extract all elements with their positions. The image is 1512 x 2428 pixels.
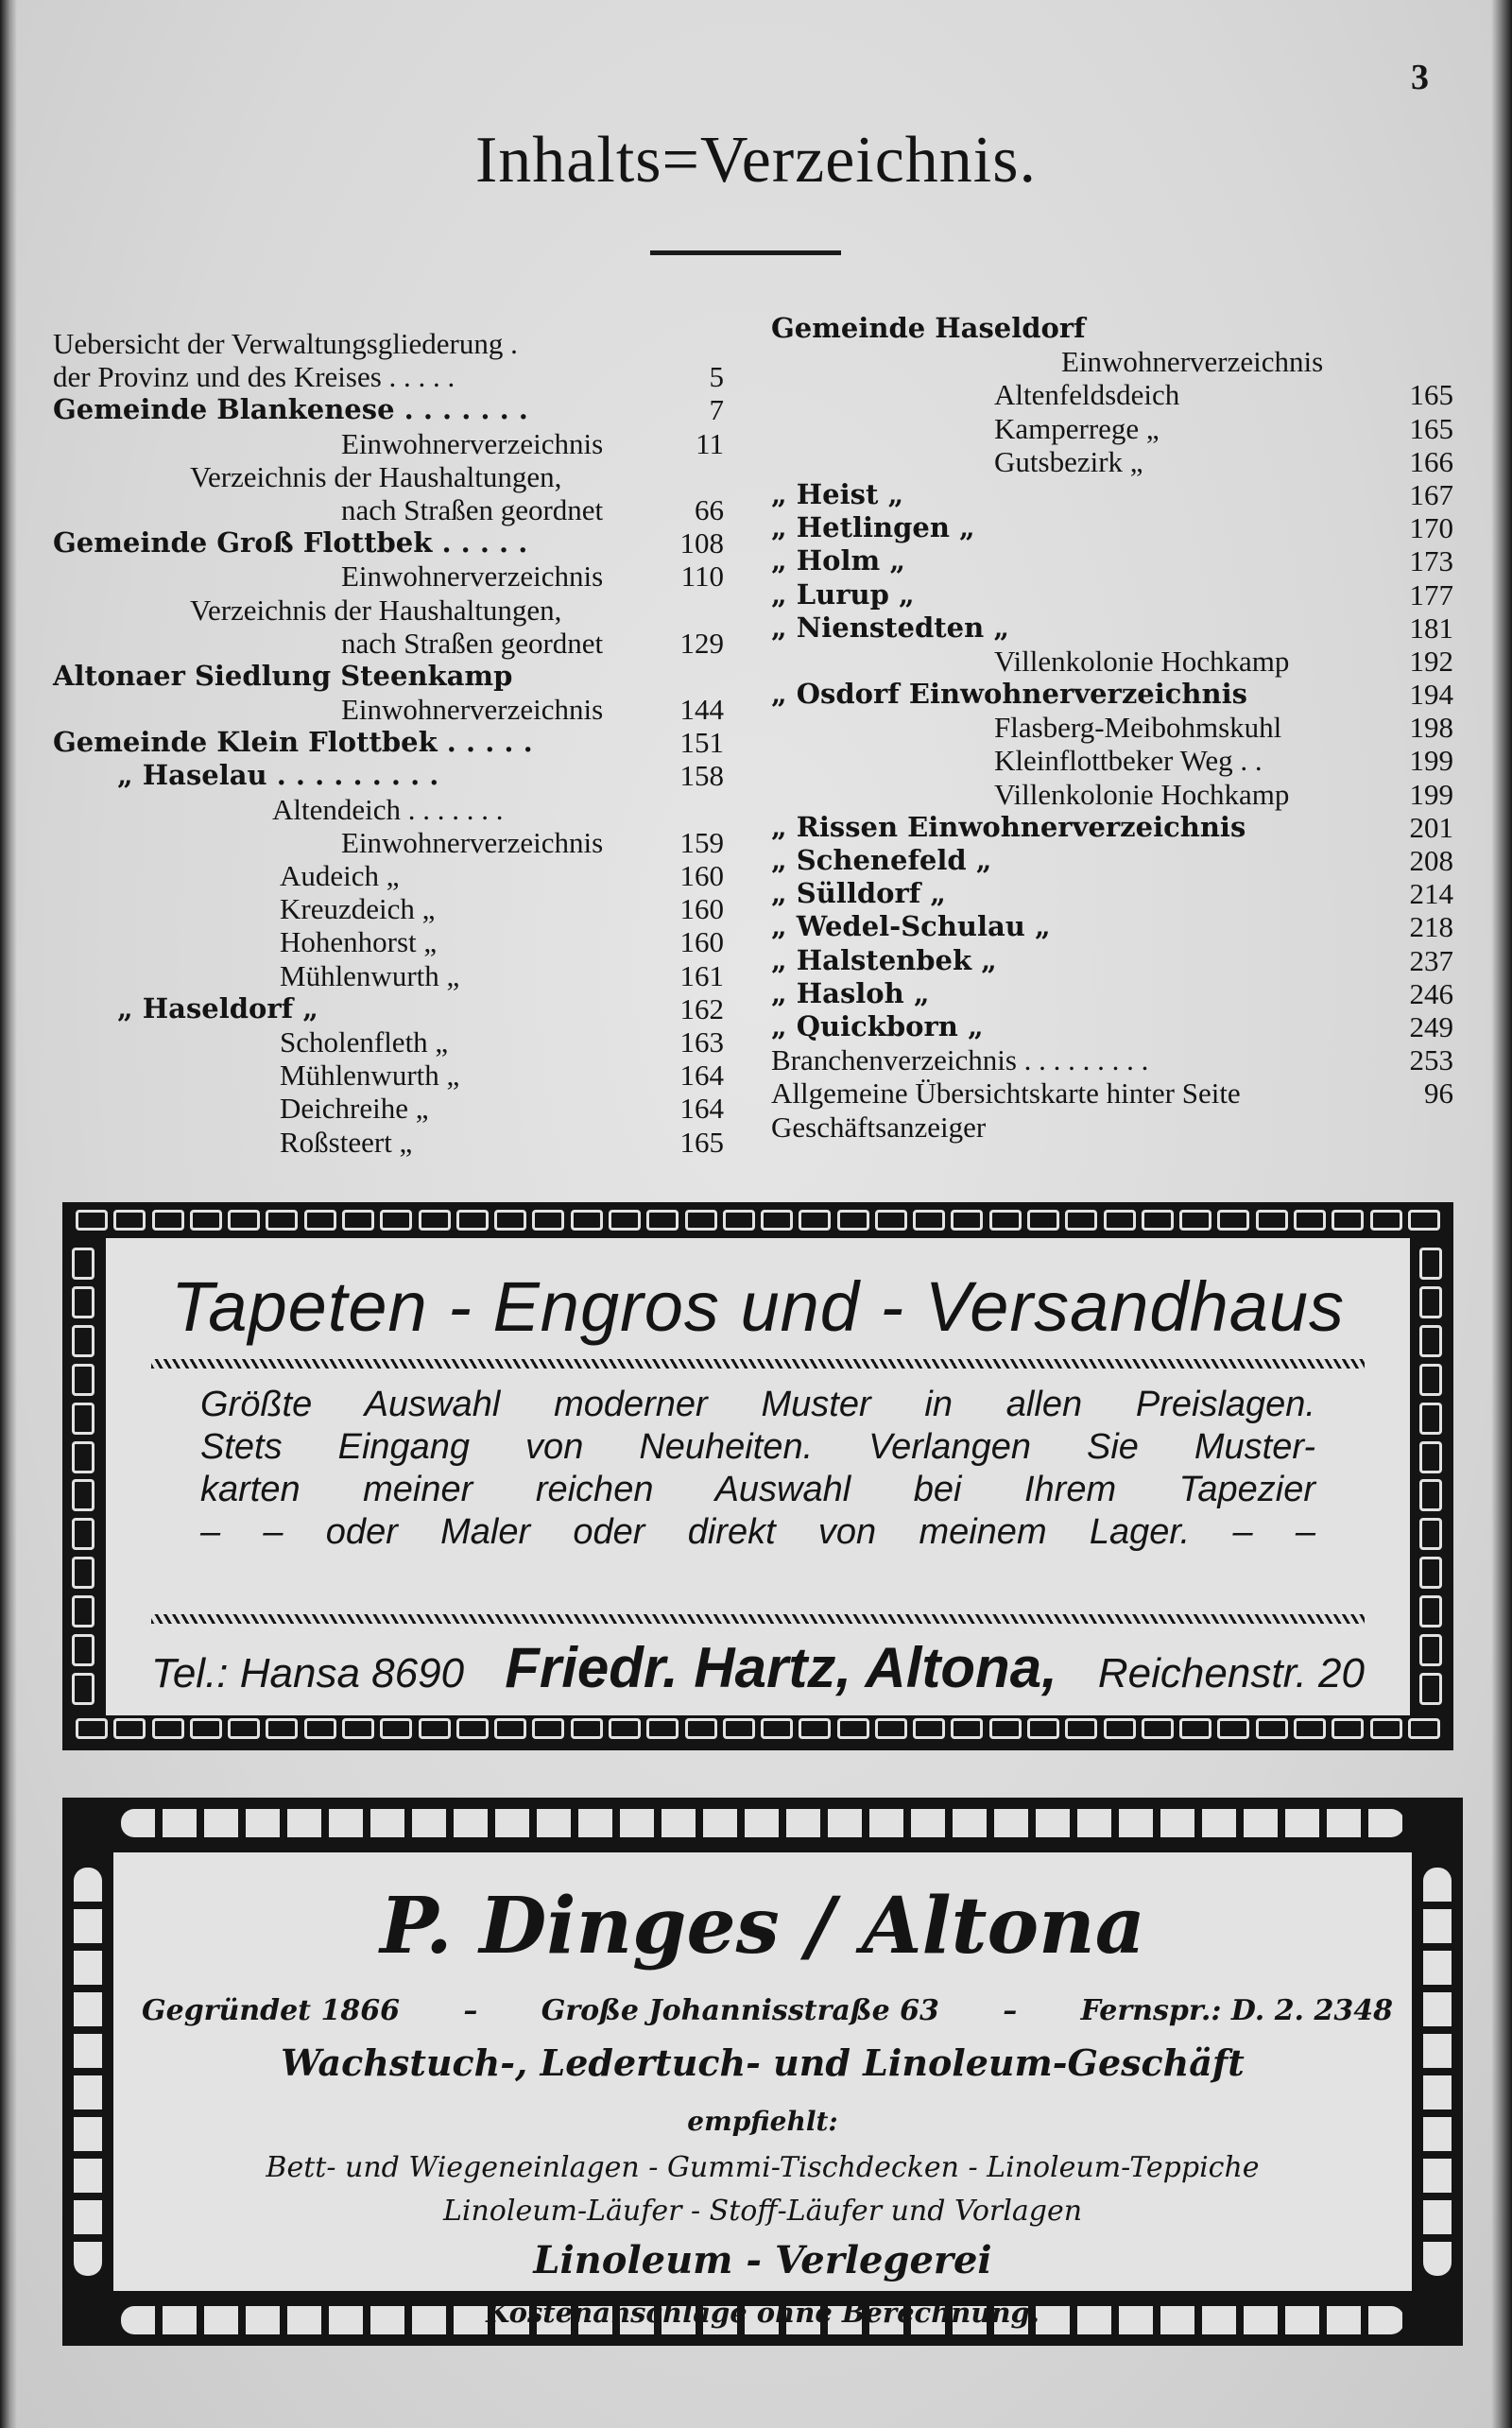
ad-dinges-info-line — [142, 1994, 1393, 2027]
toc-entry-page: 158 — [679, 759, 724, 793]
ornament-cell — [72, 1479, 94, 1511]
ad-tapeten-line: Größte Auswahl moderner Muster in allen Preislagen. — [200, 1385, 1315, 1424]
ornament-cell — [1408, 1210, 1440, 1231]
toc-entry — [771, 811, 1453, 844]
ornament-cell — [342, 1718, 374, 1739]
toc-entry-label: Gutsbezirk „ — [994, 444, 1143, 478]
toc-entry — [771, 1076, 1453, 1110]
toc-entry — [53, 627, 724, 660]
toc-entry-label: Roßsteert „ — [280, 1125, 413, 1159]
toc-entry — [53, 992, 724, 1025]
toc-entry-label: „ Hetlingen „ — [771, 511, 975, 544]
toc-entry — [53, 1126, 724, 1159]
ornament-cell — [152, 1210, 184, 1231]
toc-entry — [771, 611, 1453, 645]
toc-entry-label: Kleinflottbeker Weg . . — [994, 744, 1263, 778]
ornament-cell — [875, 1210, 907, 1231]
ornament-cell — [152, 1718, 184, 1739]
toc-entry-page: 198 — [1409, 711, 1453, 745]
toc-entry-label: Gemeinde Blankenese . . . . . . . — [53, 393, 528, 426]
ornament-cell — [989, 1210, 1022, 1231]
page-number: 3 — [1411, 58, 1429, 97]
ornament-cell — [1217, 1718, 1249, 1739]
toc-entry — [53, 726, 724, 759]
toc-entry — [53, 693, 724, 726]
toc-left-column — [53, 327, 724, 1159]
toc-entry-page: 165 — [1409, 378, 1453, 412]
ad-dinges-phone: Fernspr.: D. 2. 2348 — [1080, 1994, 1393, 2027]
toc-entry-page: 160 — [679, 859, 724, 892]
ornament-cell — [1419, 1595, 1442, 1627]
ornament-cell — [76, 1210, 108, 1231]
ornament-cell — [380, 1210, 412, 1231]
toc-entry — [53, 793, 724, 826]
ornament-cell — [1294, 1718, 1326, 1739]
toc-entry-page: 170 — [1409, 511, 1453, 545]
toc-entry-label: Einwohnerverzeichnis — [1061, 345, 1324, 379]
toc-entry — [53, 660, 724, 693]
ad-dinges-title: P. Dinges / Altona — [380, 1881, 1145, 1972]
ornament-cell — [72, 1325, 94, 1357]
ornament-cell — [1027, 1718, 1059, 1739]
ornament-cell — [266, 1718, 298, 1739]
toc-entry-label: Gemeinde Haseldorf — [771, 312, 1086, 344]
toc-entry-label: „ Halstenbek „ — [771, 943, 997, 976]
toc-entry — [771, 578, 1453, 611]
ad-dinges-business: Wachstuch-, Ledertuch- und Linoleum-Geschäft — [281, 2041, 1245, 2084]
toc-entry-label: „ Quickborn „ — [771, 1009, 984, 1042]
toc-entry — [53, 859, 724, 892]
ornament-cell — [190, 1718, 222, 1739]
toc-entry — [771, 544, 1453, 577]
ornament-cell — [609, 1210, 641, 1231]
ornament-cell — [989, 1718, 1022, 1739]
toc-entry — [53, 560, 724, 593]
toc-entry-label: „ Sülldorf „ — [771, 877, 946, 910]
toc-entry-label: Villenkolonie Hochkamp — [994, 644, 1290, 678]
toc-entry-label: nach Straßen geordnet — [341, 626, 604, 660]
ornament-cell — [1256, 1210, 1288, 1231]
ornament-cell — [723, 1718, 755, 1739]
ornament-cell — [342, 1210, 374, 1231]
ornament-cell — [72, 1557, 94, 1589]
toc-entry — [53, 759, 724, 792]
toc-entry — [53, 493, 724, 526]
toc-entry-label: „ Schenefeld „ — [771, 844, 992, 876]
toc-entry — [771, 378, 1453, 411]
ad-dinges-service: Linoleum - Verlegerei — [533, 2238, 992, 2282]
ad-dinges-products: Bett- und Wiegeneinlagen - Gummi-Tischdecken - Linoleum-Teppiche — [266, 2151, 1260, 2184]
ornament-cell — [72, 1364, 94, 1396]
toc-entry-page: 165 — [679, 1125, 724, 1159]
ornament-cell — [1104, 1210, 1136, 1231]
toc-entry-label: Flasberg-Meibohmskuhl — [994, 711, 1282, 745]
toc-entry — [771, 445, 1453, 478]
toc-entry — [771, 645, 1453, 678]
ornament-cell — [113, 1210, 146, 1231]
toc-entry — [771, 1010, 1453, 1043]
toc-entry — [771, 977, 1453, 1010]
ornament-cell — [1142, 1210, 1174, 1231]
ornament-cell — [1104, 1718, 1136, 1739]
ornament-cell — [646, 1210, 679, 1231]
toc-entry-page: 166 — [1409, 444, 1453, 478]
toc-entry-page: 173 — [1409, 544, 1453, 578]
toc-entry-page: 181 — [1409, 611, 1453, 645]
toc-entry-page: 162 — [679, 991, 724, 1025]
toc-entry — [771, 1111, 1453, 1144]
ad-dinges-note: Kostenanschläge ohne Berechnung. — [486, 2297, 1040, 2329]
toc-entry-label: Einwohnerverzeichnis — [341, 426, 604, 460]
ornament-cell — [761, 1718, 793, 1739]
toc-entry-page: 144 — [679, 693, 724, 727]
toc-entry-page: 164 — [679, 1059, 724, 1093]
ornament-cell — [456, 1718, 489, 1739]
ornament-cell — [913, 1718, 945, 1739]
ad-dinges-founded: Gegründet 1866 — [142, 1994, 400, 2027]
ornament-cell — [571, 1718, 603, 1739]
toc-entry-page: 192 — [1409, 644, 1453, 678]
toc-entry-label: Hohenhorst „ — [280, 925, 438, 959]
ornament-cell — [190, 1210, 222, 1231]
ornament-cell — [72, 1441, 94, 1473]
ornament-cell — [72, 1518, 94, 1550]
toc-entry-label: „ Heist „ — [771, 477, 904, 510]
ad-dinges — [113, 1849, 1412, 2329]
ad-dinges-products: Linoleum-Läufer - Stoff-Läufer und Vorlagen — [442, 2195, 1083, 2228]
toc-entry-page: 159 — [679, 825, 724, 859]
toc-entry-page: 201 — [1409, 810, 1453, 844]
toc-entry — [771, 511, 1453, 544]
ornament-cell — [1419, 1364, 1442, 1396]
toc-entry — [771, 312, 1453, 345]
ad-dinges-frame — [62, 1798, 1463, 2346]
toc-entry — [53, 1092, 724, 1125]
ornament-cell — [532, 1210, 564, 1231]
toc-entry-label: „ Rissen Einwohnerverzeichnis — [771, 810, 1246, 843]
toc-entry-page: 194 — [1409, 678, 1453, 712]
toc-entry — [771, 910, 1453, 943]
toc-entry — [771, 944, 1453, 977]
toc-entry — [53, 1025, 724, 1059]
toc-entry — [771, 744, 1453, 777]
ornament-cell — [1370, 1718, 1402, 1739]
toc-entry-label: „ Haselau . . . . . . . . . — [117, 759, 439, 792]
ornament-cell — [1217, 1210, 1249, 1231]
toc-entry — [53, 826, 724, 859]
ornament-cell — [875, 1718, 907, 1739]
toc-entry-page: 7 — [709, 393, 724, 427]
toc-entry-label: „ Haseldorf „ — [117, 991, 318, 1025]
toc-entry — [53, 360, 724, 393]
ornament-cell — [1142, 1718, 1174, 1739]
toc-entry-page: 167 — [1409, 477, 1453, 511]
ornament-cell — [799, 1210, 831, 1231]
toc-entry-page: 96 — [1424, 1076, 1453, 1111]
toc-entry-label: „ Hasloh „ — [771, 976, 930, 1009]
ornament-cell — [1179, 1210, 1211, 1231]
toc-entry — [53, 427, 724, 460]
toc-entry-page: 11 — [696, 426, 724, 460]
ornament-cell — [1419, 1673, 1442, 1705]
ornament-cell — [1419, 1286, 1442, 1318]
ornament-cell — [228, 1718, 260, 1739]
toc-entry — [53, 327, 724, 360]
ornament-cell — [1179, 1718, 1211, 1739]
ornament-cell — [494, 1718, 526, 1739]
toc-entry-page: 218 — [1409, 910, 1453, 944]
toc-entry-label: Allgemeine Übersichtskarte hinter Seite — [771, 1076, 1241, 1111]
ad-tapeten-line: Stets Eingang von Neuheiten. Verlangen Sie Muster- — [200, 1427, 1315, 1467]
toc-entry-label: Branchenverzeichnis . . . . . . . . . — [771, 1043, 1149, 1077]
toc-entry-label: Mühlenwurth „ — [280, 1059, 460, 1093]
toc-entry — [53, 959, 724, 992]
toc-entry-label: „ Osdorf Einwohnerverzeichnis — [771, 678, 1247, 711]
ornament-cell — [1419, 1634, 1442, 1666]
ornament-cell — [646, 1718, 679, 1739]
wavy-rule-top — [151, 1359, 1365, 1369]
toc-entry-page: 249 — [1409, 1009, 1453, 1043]
ornament-cell — [532, 1718, 564, 1739]
toc-entry-label: „ Holm „ — [771, 544, 905, 577]
toc-entry-page: 5 — [709, 360, 724, 394]
toc-entry — [771, 1043, 1453, 1076]
toc-entry-page: 177 — [1409, 577, 1453, 611]
ornament-cell — [76, 1718, 108, 1739]
toc-entry — [771, 678, 1453, 711]
ornament-cell — [837, 1718, 869, 1739]
toc-entry — [53, 393, 724, 426]
ad-tapeten-firm: Friedr. Hartz, Altona, — [505, 1636, 1057, 1699]
ad-tapeten-contact — [151, 1635, 1365, 1700]
toc-entry — [771, 877, 1453, 910]
toc-entry — [53, 1059, 724, 1092]
ornament-cell — [228, 1210, 260, 1231]
toc-entry-label: Gemeinde Groß Flottbek . . . . . — [53, 526, 528, 560]
toc-entry-label: Einwohnerverzeichnis — [341, 825, 604, 859]
toc-entry-page: 237 — [1409, 943, 1453, 977]
toc-entry-page: 199 — [1409, 777, 1453, 811]
ornament-cell — [1408, 1718, 1440, 1739]
ornament-cell — [1332, 1718, 1364, 1739]
ornament-cell — [419, 1210, 451, 1231]
toc-entry-label: Altenfeldsdeich — [994, 378, 1180, 412]
ad-dinges-border-right — [1412, 1849, 1463, 2295]
ad-dinges-recommends: empfiehlt: — [687, 2106, 838, 2137]
toc-entry-page: 164 — [679, 1092, 724, 1126]
ornament-cell — [456, 1210, 489, 1231]
ornament-cell — [72, 1248, 94, 1280]
ornament-cell — [304, 1718, 336, 1739]
ornament-cell — [494, 1210, 526, 1231]
ornament-cell — [1027, 1210, 1059, 1231]
toc-entry-label: der Provinz und des Kreises . . . . . — [53, 360, 455, 394]
toc-entry — [53, 892, 724, 925]
ad-tapeten-title: Tapeten - Engros und - Versandhaus — [170, 1267, 1346, 1346]
ornament-cell — [951, 1210, 983, 1231]
toc-entry — [771, 778, 1453, 811]
toc-entry-label: Einwohnerverzeichnis — [341, 693, 604, 727]
toc-entry-page: 160 — [679, 925, 724, 959]
toc-entry-label: „ Lurup „ — [771, 577, 915, 611]
ad-dinges-border-left — [62, 1849, 113, 2295]
wavy-rule-bottom — [151, 1614, 1365, 1624]
toc-entry-label: Einwohnerverzeichnis — [341, 560, 604, 594]
ornament-cell — [723, 1210, 755, 1231]
ornament-cell — [1419, 1557, 1442, 1589]
toc-entry-label: Altendeich . . . . . . . — [272, 792, 504, 826]
ornament-cell — [72, 1595, 94, 1627]
toc-entry-label: Uebersicht der Verwaltungsgliederung . — [53, 327, 518, 360]
ad-tapeten-body — [200, 1384, 1315, 1554]
toc-entry — [771, 711, 1453, 744]
ornament-cell — [1065, 1210, 1097, 1231]
toc-entry-page: 246 — [1409, 976, 1453, 1010]
ornament-cell — [1419, 1248, 1442, 1280]
toc-entry-page: 199 — [1409, 744, 1453, 778]
toc-entry-label: „ Wedel-Schulau „ — [771, 910, 1051, 943]
toc-entry — [53, 460, 724, 493]
ornament-cell — [1419, 1403, 1442, 1435]
ad-dinges-border-top — [62, 1798, 1463, 1849]
toc-entry-label: Altonaer Siedlung Steenkamp — [53, 659, 513, 692]
toc-entry — [53, 594, 724, 627]
toc-entry-page: 110 — [680, 560, 724, 594]
toc-entry — [771, 844, 1453, 877]
ornament-cell — [113, 1718, 146, 1739]
ornament-cell — [1370, 1210, 1402, 1231]
ornament-border-top — [76, 1210, 1440, 1234]
toc-entry-label: Verzeichnis der Haushaltungen, — [190, 593, 562, 627]
toc-entry-label: Gemeinde Klein Flottbek . . . . . — [53, 726, 533, 759]
toc-entry — [771, 412, 1453, 445]
ornament-cell — [380, 1718, 412, 1739]
ornament-cell — [1419, 1518, 1442, 1550]
toc-entry-label: Villenkolonie Hochkamp — [994, 777, 1290, 811]
ornament-cell — [1294, 1210, 1326, 1231]
toc-entry — [53, 526, 724, 560]
toc-entry-page: 108 — [679, 526, 724, 560]
page-title: Inhalts=Verzeichnis. — [474, 124, 1037, 197]
toc-entry-label: Geschäftsanzeiger — [771, 1110, 987, 1144]
ornament-cell — [1419, 1479, 1442, 1511]
toc-entry — [771, 345, 1453, 378]
ornament-cell — [266, 1210, 298, 1231]
title-rule — [650, 250, 841, 255]
separator: – — [1003, 1994, 1018, 2027]
ornament-cell — [1419, 1441, 1442, 1473]
ad-dinges-address: Große Johannisstraße 63 — [541, 1994, 939, 2027]
ornament-border-left — [72, 1248, 96, 1705]
ornament-cell — [72, 1286, 94, 1318]
ornament-border-bottom — [76, 1718, 1440, 1743]
toc-entry-label: Audeich „ — [280, 859, 400, 892]
toc-entry-page: 165 — [1409, 411, 1453, 445]
ad-tapeten-street: Reichenstr. 20 — [1097, 1650, 1365, 1696]
ornament-border-right — [1419, 1248, 1444, 1705]
ornament-cell — [799, 1718, 831, 1739]
ornament-cell — [304, 1210, 336, 1231]
ornament-cell — [1332, 1210, 1364, 1231]
ornament-cell — [571, 1210, 603, 1231]
ornament-cell — [1419, 1325, 1442, 1357]
toc-entry-label: nach Straßen geordnet — [341, 492, 604, 526]
toc-entry-label: Deichreihe „ — [280, 1092, 429, 1126]
toc-entry-label: „ Nienstedten „ — [771, 611, 1009, 644]
toc-entry-label: Kamperrege „ — [994, 411, 1160, 445]
toc-entry — [771, 478, 1453, 511]
scan-edge-right — [1491, 0, 1512, 2428]
ad-tapeten-line: karten meiner reichen Auswahl bei Ihrem Tapezier — [200, 1470, 1315, 1509]
ornament-cell — [685, 1210, 717, 1231]
toc-entry-page: 161 — [679, 958, 724, 992]
ornament-cell — [913, 1210, 945, 1231]
scan-edge-left — [0, 0, 17, 2428]
toc-entry-page: 151 — [679, 726, 724, 760]
ad-tapeten — [106, 1238, 1410, 1715]
toc-entry-label: Kreuzdeich „ — [280, 892, 436, 926]
ornament-cell — [1065, 1718, 1097, 1739]
ad-tapeten-frame — [62, 1202, 1453, 1750]
toc-entry-page: 214 — [1409, 877, 1453, 911]
ornament-cell — [72, 1403, 94, 1435]
toc-entry — [53, 925, 724, 958]
toc-entry-label: Verzeichnis der Haushaltungen, — [190, 459, 562, 493]
toc-right-column — [771, 312, 1453, 1144]
ornament-cell — [419, 1718, 451, 1739]
separator: – — [463, 1994, 478, 2027]
ornament-cell — [72, 1673, 94, 1705]
ornament-cell — [685, 1718, 717, 1739]
ad-tapeten-tel: Tel.: Hansa 8690 — [151, 1650, 465, 1696]
toc-entry-page: 253 — [1409, 1043, 1453, 1077]
toc-entry-page: 66 — [695, 492, 724, 526]
ornament-cell — [609, 1718, 641, 1739]
ornament-cell — [1256, 1718, 1288, 1739]
ornament-cell — [72, 1634, 94, 1666]
toc-entry-page: 163 — [679, 1025, 724, 1059]
toc-entry-page: 208 — [1409, 844, 1453, 877]
toc-entry-label: Scholenfleth „ — [280, 1025, 449, 1059]
ornament-cell — [951, 1718, 983, 1739]
ornament-cell — [761, 1210, 793, 1231]
ad-tapeten-line: – – oder Maler oder direkt von meinem Lager. – – — [200, 1512, 1315, 1552]
toc-entry-page: 129 — [679, 626, 724, 660]
toc-entry-page: 160 — [679, 892, 724, 926]
ornament-cell — [837, 1210, 869, 1231]
toc-entry-label: Mühlenwurth „ — [280, 958, 460, 992]
